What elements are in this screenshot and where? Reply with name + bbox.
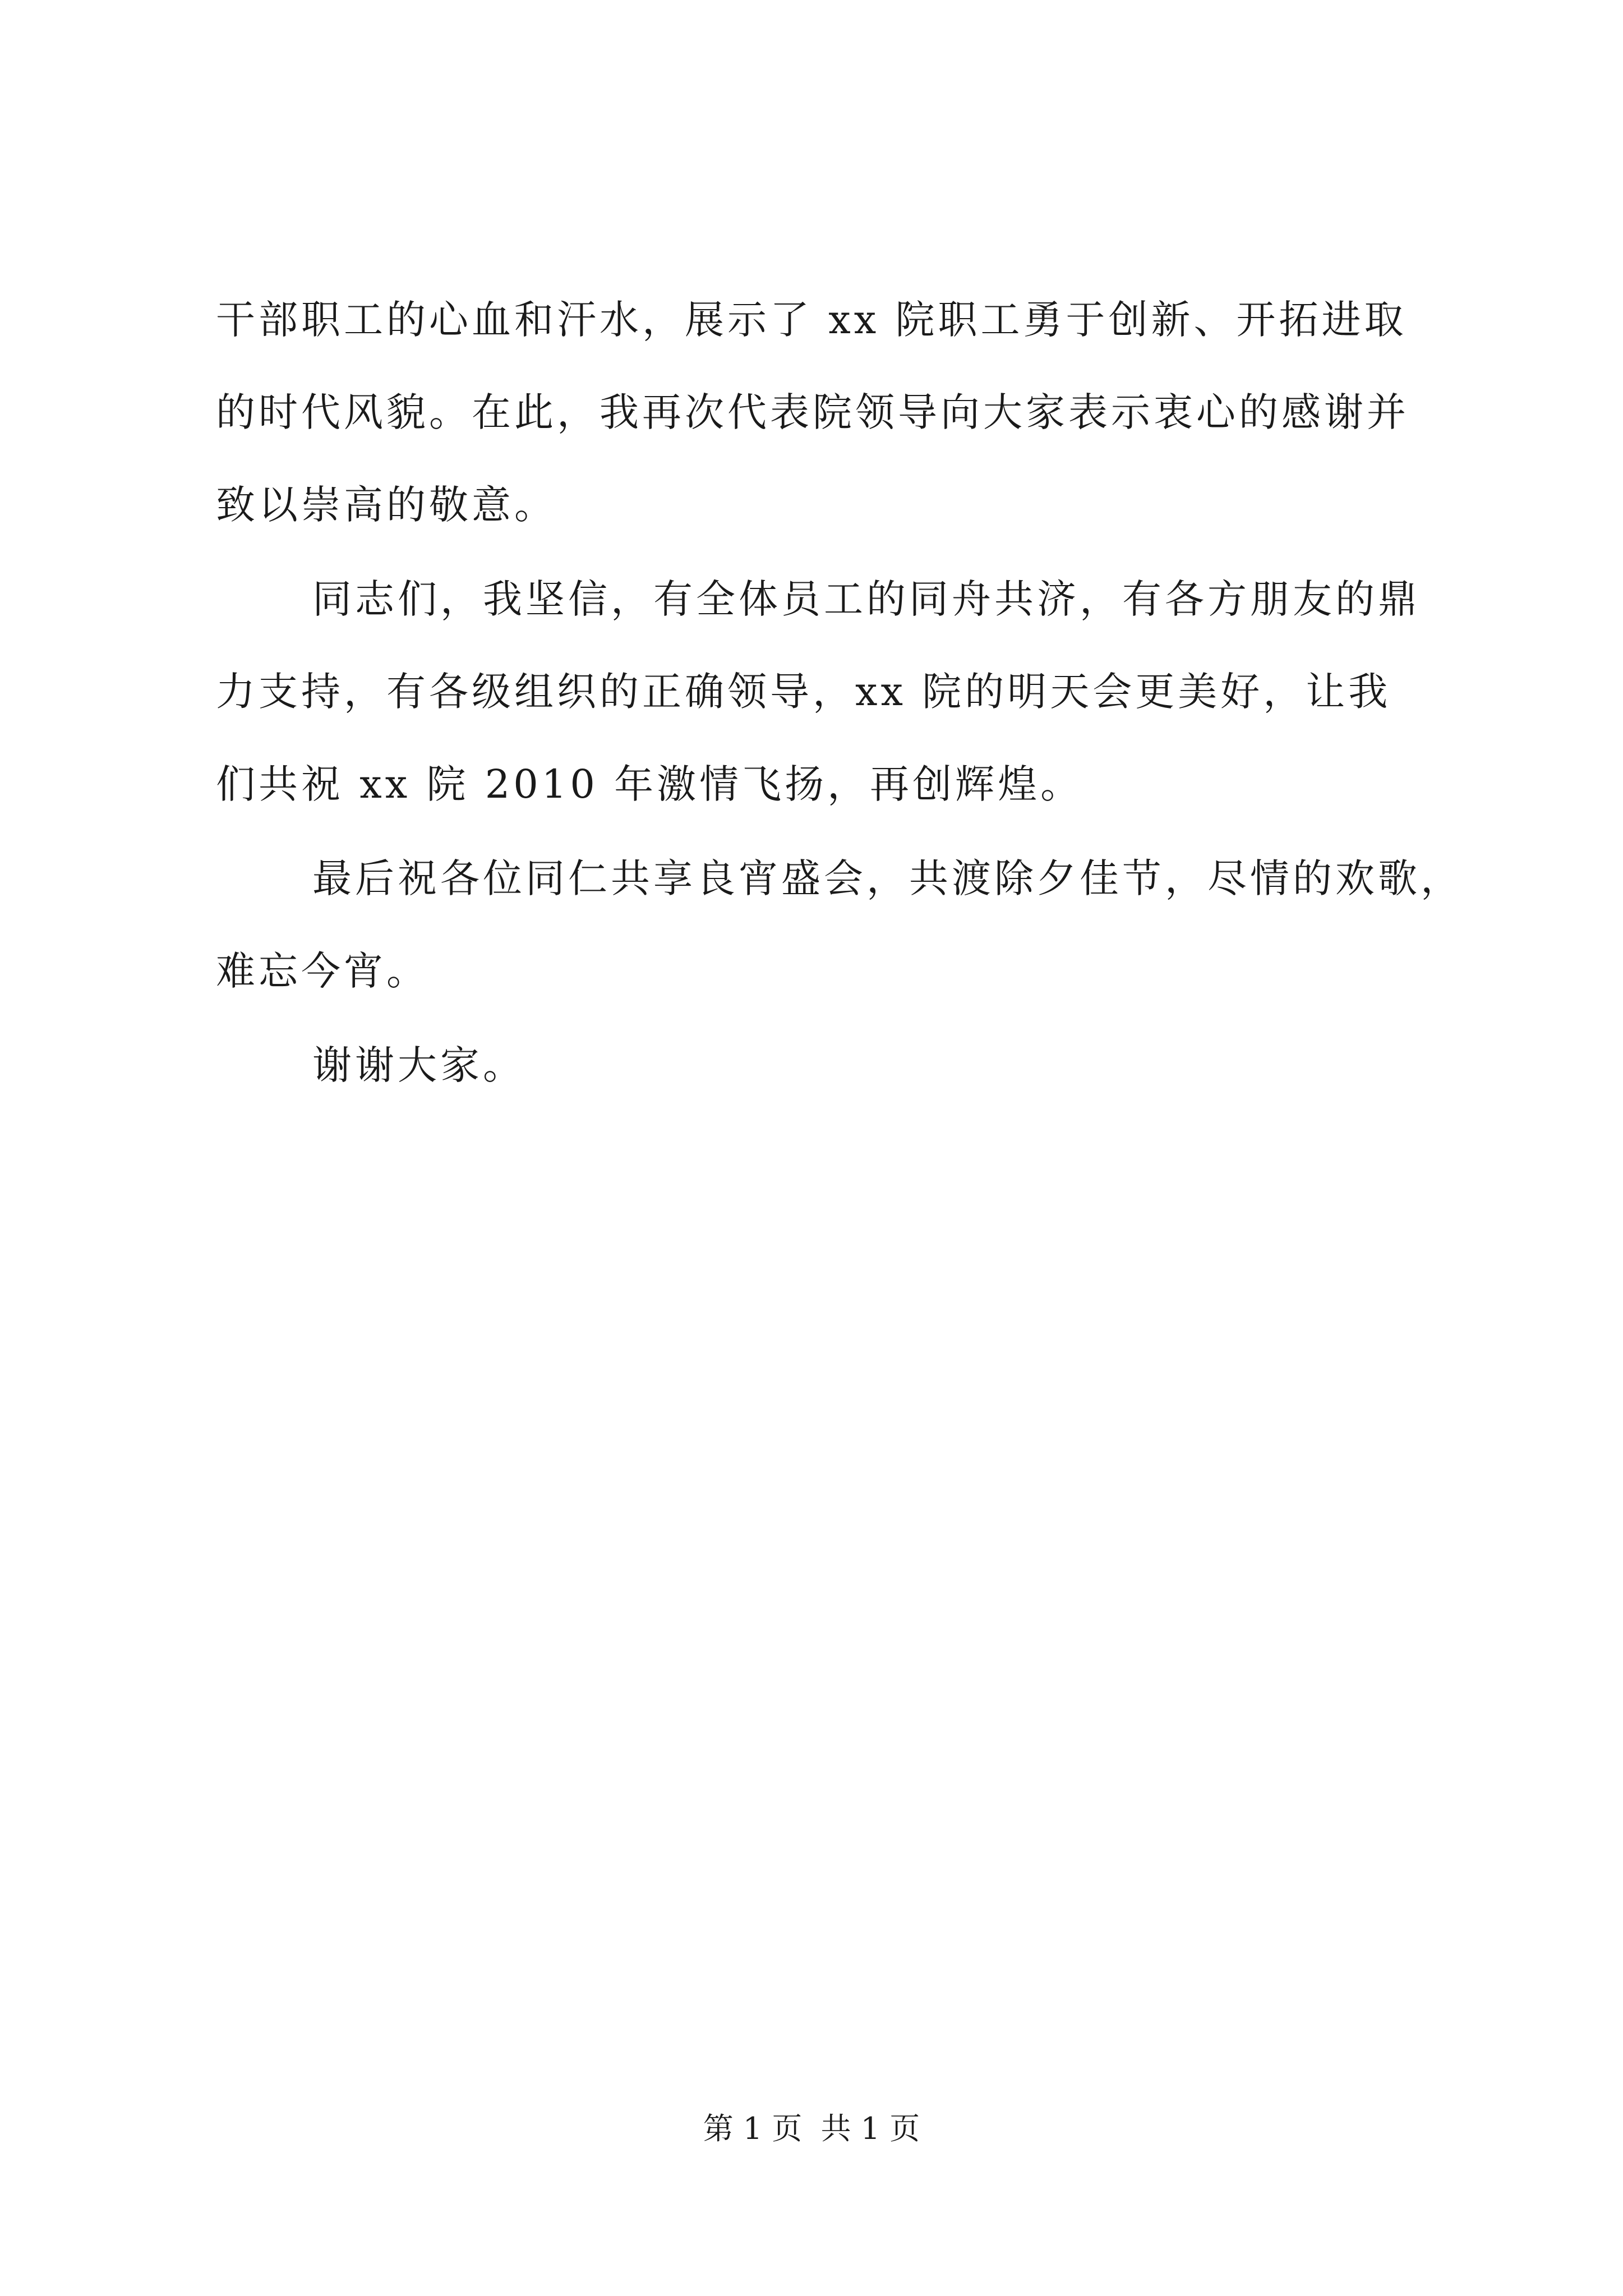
- page-footer: [0, 2109, 1623, 2148]
- paragraph-1-line-1: 干部职工的心血和汗水，展示了 xx 院职工勇于创新、开拓进取: [216, 297, 1407, 343]
- footer-page-number: 第 1 页: [703, 2111, 803, 2146]
- footer-page-total: 共 1 页: [820, 2111, 920, 2146]
- paragraph-2-line-3: 们共祝 xx 院 2010 年激情飞扬，再创辉煌。: [216, 761, 1083, 807]
- paragraph-1-line-2: 的时代风貌。在此，我再次代表院领导向大家表示衷心的感谢并: [216, 389, 1409, 435]
- paragraph-1-line-3: 致以崇高的敬意。: [216, 482, 557, 528]
- paragraph-2-line-1: 同志们，我坚信，有全体员工的同舟共济，有各方朋友的鼎: [312, 576, 1421, 622]
- paragraph-4-line-1: 谢谢大家。: [312, 1042, 525, 1088]
- paragraph-3-line-1: 最后祝各位同仁共享良宵盛会，共渡除夕佳节，尽情的欢歌，: [312, 855, 1463, 901]
- paragraph-3-line-2: 难忘今宵。: [216, 948, 429, 994]
- paragraph-2-line-2: 力支持，有各级组织的正确领导，xx 院的明天会更美好，让我: [216, 669, 1391, 715]
